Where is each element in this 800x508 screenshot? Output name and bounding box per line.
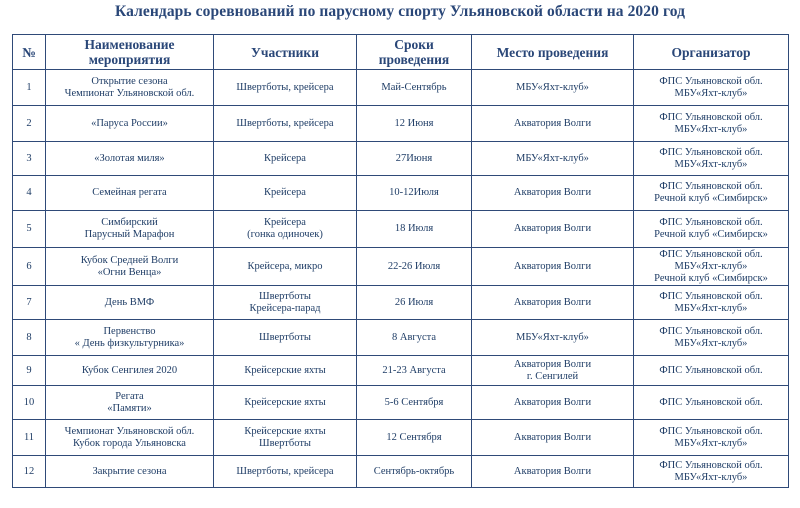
cell-participants-line: Крейсерские яхты <box>244 364 326 376</box>
cell-organizer-line: МБУ«Яхт-клуб» <box>674 123 748 135</box>
cell-organizer <box>634 386 789 420</box>
table-row <box>13 286 789 320</box>
cell-venue-line: Акватория Волги <box>513 465 592 477</box>
table-row <box>13 106 789 142</box>
cell-dates: 22-26 Июля <box>357 248 472 286</box>
cell-participants-line: Швертботы, крейсера <box>236 81 334 93</box>
cell-name-line: Чемпионат Ульяновской обл. <box>64 425 195 437</box>
cell-participants <box>214 286 357 320</box>
cell-num: 2 <box>13 106 46 142</box>
table-row <box>13 320 789 356</box>
cell-organizer-line: ФПС Ульяновской обл. <box>659 364 763 376</box>
cell-name <box>46 386 214 420</box>
cell-participants <box>214 386 357 420</box>
table-row <box>13 456 789 488</box>
cell-venue <box>472 286 634 320</box>
cell-venue-line: МБУ«Яхт-клуб» <box>516 81 589 93</box>
cell-venue <box>472 176 634 211</box>
table-row <box>13 142 789 176</box>
table-header-row <box>13 35 789 70</box>
cell-participants <box>214 320 357 356</box>
cell-venue-line: Акватория Волги <box>513 358 592 370</box>
cell-organizer-line: ФПС Ульяновской обл. <box>659 396 763 408</box>
cell-venue <box>472 320 634 356</box>
cell-name-line: Чемпионат Ульяновской обл. <box>64 87 195 99</box>
cell-name-line: «Памяти» <box>107 402 152 414</box>
cell-participants-line: Крейсера <box>264 152 306 164</box>
competition-calendar-table <box>12 34 789 488</box>
cell-name <box>46 420 214 456</box>
cell-participants <box>214 248 357 286</box>
cell-name-line: Парусный Марафон <box>84 229 175 240</box>
table-row <box>13 248 789 286</box>
cell-participants-line: Крейсера-парад <box>249 302 321 314</box>
cell-num: 1 <box>13 70 46 106</box>
cell-venue-line: Акватория Волги <box>513 431 592 443</box>
cell-participants-line: Крейсерские яхты <box>244 425 326 437</box>
cell-name-line: « День физкультурника» <box>74 337 185 349</box>
cell-venue <box>472 142 634 176</box>
cell-num: 3 <box>13 142 46 176</box>
cell-venue-line: г. Сенгилей <box>526 370 579 382</box>
cell-organizer <box>634 142 789 176</box>
cell-dates: Сентябрь-октябрь <box>357 456 472 488</box>
cell-organizer-line: ФПС Ульяновской обл. <box>659 75 763 87</box>
cell-organizer-line: ФПС Ульяновской обл. <box>659 217 763 228</box>
header-organizer: Организатор <box>634 35 789 70</box>
cell-venue <box>472 106 634 142</box>
cell-name <box>46 356 214 386</box>
cell-name <box>46 106 214 142</box>
cell-organizer-line: ФПС Ульяновской обл. <box>659 181 763 192</box>
header-venue: Место проведения <box>472 35 634 70</box>
cell-organizer-line: ФПС Ульяновской обл. <box>659 111 763 123</box>
cell-num: 10 <box>13 386 46 420</box>
cell-name-line: «Золотая миля» <box>94 152 165 164</box>
cell-organizer-line: МБУ«Яхт-клуб» <box>674 87 748 99</box>
cell-venue-line: Акватория Волги <box>513 296 592 308</box>
page-title: Календарь соревнований по парусному спорту Ульяновской области на 2020 год <box>114 3 686 20</box>
cell-name <box>46 456 214 488</box>
header-name-line: мероприятия <box>88 52 171 67</box>
cell-participants-line: Швертботы <box>259 290 311 302</box>
cell-venue-line: Акватория Волги <box>513 187 592 198</box>
cell-participants <box>214 356 357 386</box>
cell-name-line: Симбирский <box>101 217 158 228</box>
cell-dates: 26 Июля <box>357 286 472 320</box>
cell-name-line: День ВМФ <box>104 296 155 308</box>
header-dates <box>357 35 472 70</box>
header-name <box>46 35 214 70</box>
cell-organizer <box>634 356 789 386</box>
cell-participants <box>214 456 357 488</box>
cell-num: 9 <box>13 356 46 386</box>
cell-participants-line: Швертботы, крейсера <box>236 117 334 129</box>
cell-num: 4 <box>13 176 46 211</box>
cell-name-line: «Огни Венца» <box>97 266 162 278</box>
cell-name <box>46 211 214 248</box>
cell-name-line: «Паруса России» <box>91 117 168 129</box>
cell-dates: 8 Августа <box>357 320 472 356</box>
cell-name <box>46 70 214 106</box>
cell-num: 12 <box>13 456 46 488</box>
cell-organizer-line: ФПС Ульяновской обл. <box>659 146 763 158</box>
cell-num: 8 <box>13 320 46 356</box>
cell-organizer <box>634 420 789 456</box>
cell-venue <box>472 248 634 286</box>
table-row <box>13 356 789 386</box>
cell-name-line: Открытие сезона <box>91 75 168 87</box>
table-row <box>13 176 789 211</box>
cell-name-line: Закрытие сезона <box>92 465 167 477</box>
header-name-line: Наименование <box>84 37 175 52</box>
cell-organizer-line: Речной клуб «Симбирск» <box>654 193 768 204</box>
cell-participants <box>214 142 357 176</box>
cell-venue <box>472 70 634 106</box>
cell-organizer-line: МБУ«Яхт-клуб» <box>674 260 748 272</box>
cell-dates: 12 Июня <box>357 106 472 142</box>
cell-participants-line: Крейсера <box>264 217 306 228</box>
cell-venue-line: Акватория Волги <box>513 117 592 129</box>
cell-organizer <box>634 211 789 248</box>
cell-organizer-line: ФПС Ульяновской обл. <box>659 290 763 302</box>
cell-organizer-line: ФПС Ульяновской обл. <box>659 459 763 471</box>
cell-venue <box>472 211 634 248</box>
header-dates-line: Сроки <box>394 37 434 52</box>
cell-participants-line: Швертботы <box>259 331 311 343</box>
cell-dates: 27Июня <box>357 142 472 176</box>
cell-organizer <box>634 176 789 211</box>
cell-venue-line: Акватория Волги <box>513 223 592 234</box>
cell-participants-line: (гонка одиночек) <box>247 229 323 240</box>
table-row <box>13 70 789 106</box>
cell-dates: Май-Сентябрь <box>357 70 472 106</box>
cell-name-line: Кубок Средней Волги <box>80 254 179 266</box>
table-row <box>13 386 789 420</box>
cell-participants <box>214 420 357 456</box>
cell-venue-line: МБУ«Яхт-клуб» <box>516 152 589 164</box>
cell-organizer <box>634 456 789 488</box>
header-participants: Участники <box>214 35 357 70</box>
header-num: № <box>13 35 46 70</box>
cell-dates: 18 Июля <box>357 211 472 248</box>
cell-venue <box>472 456 634 488</box>
cell-venue-line: Акватория Волги <box>513 260 592 272</box>
cell-name <box>46 286 214 320</box>
cell-participants <box>214 211 357 248</box>
cell-organizer-line: МБУ«Яхт-клуб» <box>674 471 748 483</box>
cell-dates: 10-12Июля <box>357 176 472 211</box>
cell-organizer <box>634 320 789 356</box>
cell-name <box>46 248 214 286</box>
cell-venue <box>472 356 634 386</box>
cell-num: 5 <box>13 211 46 248</box>
cell-participants-line: Швертботы, крейсера <box>236 465 334 477</box>
cell-organizer-line: ФПС Ульяновской обл. <box>659 425 763 437</box>
cell-participants-line: Крейсера <box>264 187 306 198</box>
cell-name-line: Кубок города Ульяновска <box>73 437 186 449</box>
cell-venue-line: Акватория Волги <box>513 396 592 408</box>
cell-organizer <box>634 286 789 320</box>
cell-organizer-line: Речной клуб «Симбирск» <box>654 229 768 240</box>
cell-venue <box>472 420 634 456</box>
cell-organizer-line: МБУ«Яхт-клуб» <box>674 302 748 314</box>
cell-dates: 12 Сентября <box>357 420 472 456</box>
cell-organizer <box>634 70 789 106</box>
cell-organizer-line: ФПС Ульяновской обл. <box>659 325 763 337</box>
cell-venue <box>472 386 634 420</box>
cell-venue-line: МБУ«Яхт-клуб» <box>516 331 589 343</box>
header-dates-line: проведения <box>378 52 450 67</box>
cell-name <box>46 142 214 176</box>
cell-participants-line: Крейсера, микро <box>247 260 323 272</box>
table-row <box>13 211 789 248</box>
cell-organizer-line: Речной клуб «Симбирск» <box>654 272 768 284</box>
cell-name-line: Регата <box>115 390 144 402</box>
cell-organizer <box>634 106 789 142</box>
cell-name <box>46 176 214 211</box>
cell-num: 7 <box>13 286 46 320</box>
cell-name-line: Семейная регата <box>92 187 167 198</box>
cell-num: 11 <box>13 420 46 456</box>
cell-organizer-line: МБУ«Яхт-клуб» <box>674 437 748 449</box>
cell-participants-line: Швертботы <box>259 437 311 449</box>
cell-participants-line: Крейсерские яхты <box>244 396 326 408</box>
cell-name <box>46 320 214 356</box>
cell-participants <box>214 106 357 142</box>
cell-dates: 5-6 Сентября <box>357 386 472 420</box>
cell-organizer-line: МБУ«Яхт-клуб» <box>674 337 748 349</box>
cell-organizer-line: МБУ«Яхт-клуб» <box>674 158 748 170</box>
cell-num: 6 <box>13 248 46 286</box>
cell-organizer <box>634 248 789 286</box>
table-row <box>13 420 789 456</box>
cell-organizer-line: ФПС Ульяновской обл. <box>659 248 763 260</box>
cell-participants <box>214 176 357 211</box>
cell-name-line: Первенство <box>103 325 156 337</box>
cell-name-line: Кубок Сенгилея 2020 <box>81 364 178 376</box>
cell-dates: 21-23 Августа <box>357 356 472 386</box>
cell-participants <box>214 70 357 106</box>
